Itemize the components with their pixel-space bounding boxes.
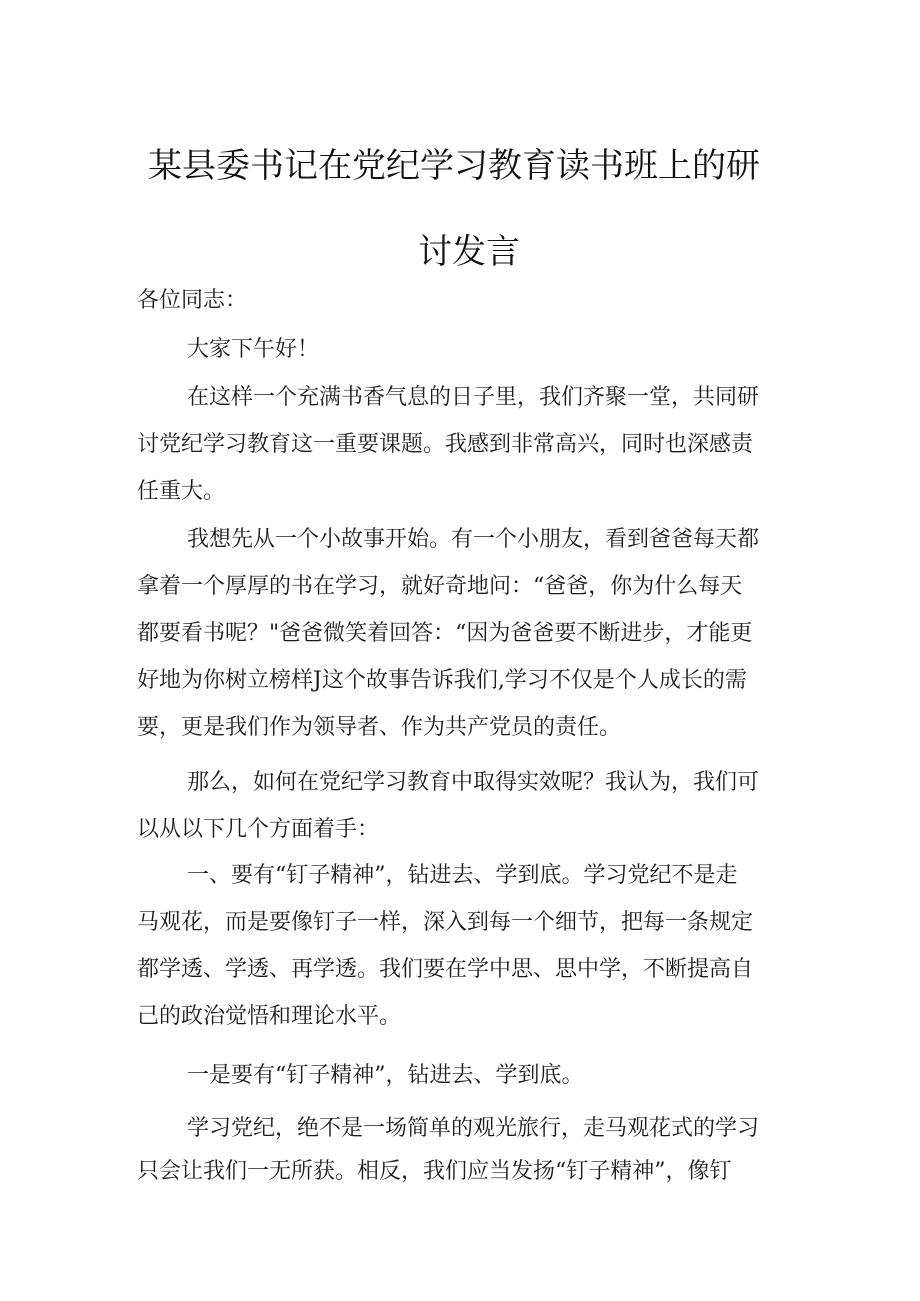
- paragraph-3: [137, 759, 792, 853]
- document-title-line-2: 讨发言: [418, 232, 520, 272]
- paragraph-line: 要，更是我们作为领导者、作为共产党员的责任。: [137, 715, 622, 740]
- paragraph-line: 拿着一个厚厚的书在学习，就好奇地问：“爸爸，你为什么每天: [137, 574, 743, 599]
- paragraph-line: 一是要有“钉子精神”，钻进去、学到底。: [187, 1063, 584, 1088]
- paragraph-line: 都要看书呢？"爸爸微笑着回答：“因为爸爸要不断进步，才能更: [137, 621, 753, 646]
- paragraph-line: 一、要有“钉子精神”，钻进去、学到底。学习党纪不是走: [187, 863, 738, 888]
- paragraph-line: 都学透、学透、再学透。我们要在学中思、思中学，不断提高自: [137, 957, 754, 982]
- paragraph-1: [137, 374, 792, 515]
- paragraph-line: 好地为你树立榜样J这个故事告诉我们,学习不仅是个人成长的需: [137, 668, 747, 693]
- paragraph-6: [137, 1107, 792, 1193]
- document-title-line-1: 某县委书记在党纪学习教育读书班上的研: [148, 146, 760, 186]
- paragraph-line: 马观花，而是要像钉子一样，深入到每一个细节，把每一条规定: [137, 910, 754, 935]
- paragraph-line: 己的政治觉悟和理论水平。: [137, 1004, 402, 1029]
- paragraph-5: [137, 1052, 792, 1099]
- paragraph-line: 那么，如何在党纪学习教育中取得实效呢？我认为，我们可: [187, 770, 760, 795]
- paragraph-line: 我想先从一个小故事开始。有一个小朋友，看到爸爸每天都: [187, 527, 760, 552]
- paragraph-2: [137, 516, 792, 751]
- paragraph-line: 任重大。: [137, 479, 226, 504]
- paragraph-line: 讨党纪学习教育这一重要课题。我感到非常高兴，同时也深感责: [137, 432, 754, 457]
- paragraph-line: 在这样一个充满书香气息的日子里，我们齐聚一堂，共同研: [187, 385, 760, 410]
- paragraph-line: 学习党纪，绝不是一场简单的观光旅行，走马观花式的学习: [187, 1116, 760, 1141]
- greeting: 大家下午好！: [187, 337, 320, 362]
- paragraph-4: [137, 852, 792, 1040]
- paragraph-line: 只会让我们一无所获。相反，我们应当发扬“钉子精神”，像钉: [137, 1159, 732, 1184]
- salutation: 各位同志：: [137, 288, 248, 313]
- paragraph-line: 以从以下几个方面着手：: [137, 817, 380, 842]
